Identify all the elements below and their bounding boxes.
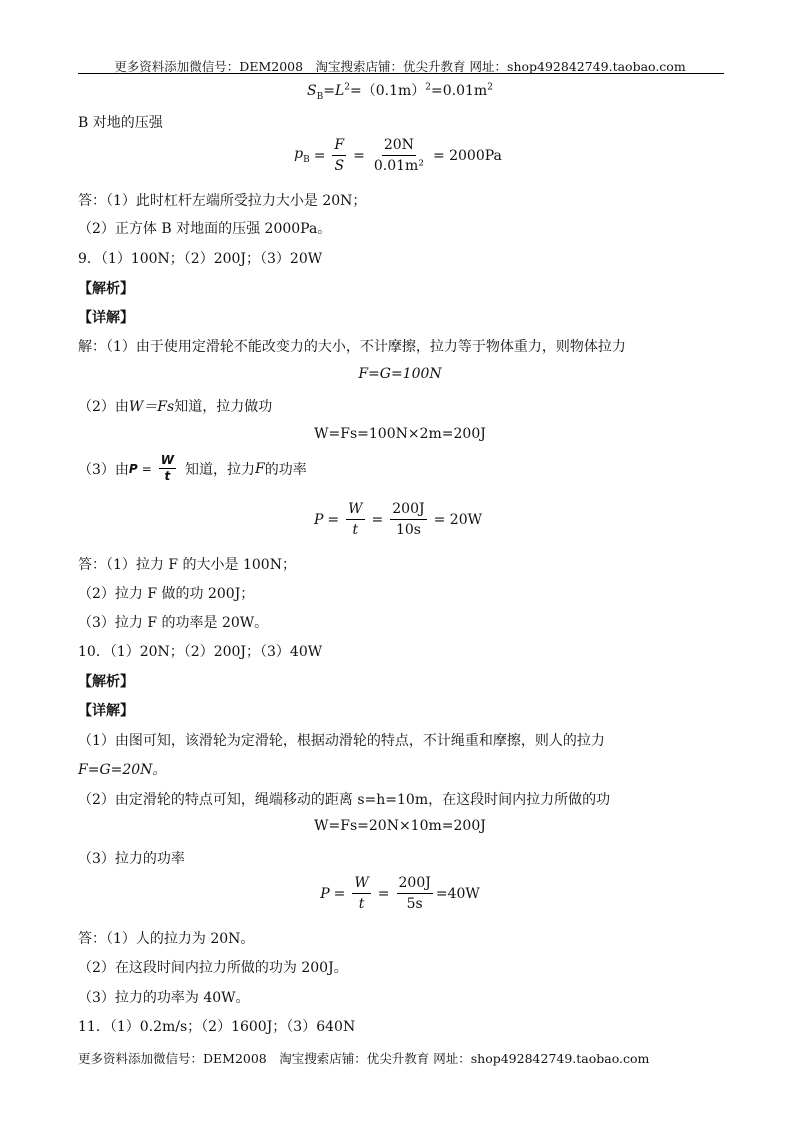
q9-step-3-suffix: 的功率 bbox=[264, 461, 307, 478]
t-symbol: t bbox=[164, 469, 171, 483]
p-symbol: p bbox=[294, 146, 304, 163]
q9-answer-1: 答：（1）拉力 F 的大小是 100N； bbox=[78, 557, 296, 573]
p-subscript: B bbox=[303, 154, 310, 165]
fraction-denominator: 5s bbox=[406, 896, 423, 912]
q10-step-2: （2）由定滑轮的特点可知，绳端移动的距离 s=h=10m，在这段时间内拉力所做的功 bbox=[78, 792, 611, 808]
numeric-fraction bbox=[372, 136, 426, 175]
q9-jiexi-heading: 【解析】 bbox=[78, 281, 134, 297]
fraction-denominator: 0.01m² bbox=[373, 158, 424, 174]
q10-step-1: （1）由图可知，该滑轮为定滑轮，根据动滑轮的特点，不计绳重和摩擦，则人的拉力 bbox=[78, 733, 605, 749]
l-symbol: L bbox=[334, 83, 345, 99]
eq-sign: = bbox=[377, 885, 390, 902]
w-over-t bbox=[352, 874, 370, 913]
value-square: 2 bbox=[425, 82, 432, 93]
eq-sign: = bbox=[327, 511, 340, 528]
w-symbol: W bbox=[160, 453, 175, 467]
q10-jiexi-heading: 【解析】 bbox=[78, 674, 134, 690]
q9-step-3 bbox=[78, 454, 307, 483]
question-9-answer: 9．（1）100N；（2）200J；（3）20W bbox=[78, 251, 323, 267]
eq-sign: = bbox=[141, 461, 152, 476]
f-symbol: F bbox=[255, 460, 265, 477]
answer-8-1: 答：（1）此时杠杆左端所受拉力大小是 20N； bbox=[78, 193, 367, 209]
q9-equation-2: W=Fs=100N×2m=200J bbox=[314, 426, 486, 442]
t-symbol: t bbox=[358, 896, 365, 912]
question-11-answer: 11．（1）0.2m/s；（2）1600J；（3）640N bbox=[78, 1019, 356, 1035]
f-symbol: F bbox=[334, 137, 345, 153]
q9-step-2 bbox=[78, 396, 272, 416]
t-symbol: t bbox=[352, 522, 359, 538]
fraction-numerator: 200J bbox=[390, 500, 426, 520]
q10-answer-3: （3）拉力的功率为 40W。 bbox=[78, 990, 250, 1006]
p-symbol: P bbox=[313, 511, 324, 528]
work-formula: W＝Fs bbox=[128, 399, 175, 415]
q9-power-result: = 20W bbox=[433, 511, 482, 528]
numeric-fraction bbox=[390, 500, 426, 539]
q9-step-1: 解：（1）由于使用定滑轮不能改变力的大小，不计摩擦，拉力等于物体重力，则物体拉力 bbox=[78, 339, 626, 355]
q9-answer-3: （3）拉力 F 的功率是 20W。 bbox=[78, 615, 269, 631]
fraction-denominator: 10s bbox=[395, 522, 421, 538]
q9-step-2-suffix: 知道，拉力做功 bbox=[174, 399, 273, 415]
q9-equation-1: F=G=100N bbox=[358, 366, 442, 382]
pb-result: = 2000Pa bbox=[432, 147, 502, 164]
question-10-answer: 10．（1）20N；（2）200J；（3）40W bbox=[78, 644, 323, 660]
s-symbol: S bbox=[334, 158, 345, 174]
page-header: 更多资料添加微信号：DEM2008 淘宝搜索店铺：优尖升教育 网址：shop492842749.taobao.com bbox=[114, 59, 686, 74]
q9-xiangjie-heading: 【详解】 bbox=[78, 310, 134, 326]
eq-sign: = bbox=[371, 511, 384, 528]
q10-answer-2: （2）在这段时间内拉力所做的功为 200J。 bbox=[78, 960, 348, 976]
q10-power-result: =40W bbox=[435, 885, 480, 902]
q9-step-3-middle: 知道，拉力 bbox=[185, 461, 256, 478]
sb-formula bbox=[0, 80, 800, 102]
q10-answer-1: 答：（1）人的拉力为 20N。 bbox=[78, 931, 255, 947]
q10-step-1-result: F=G=20N。 bbox=[78, 762, 167, 778]
q10-equation-2: W=Fs=20N×10m=200J bbox=[314, 818, 486, 834]
fraction-numerator: 20N bbox=[382, 136, 416, 156]
w-over-t bbox=[159, 454, 176, 483]
sb-eq: = bbox=[323, 83, 335, 99]
p-symbol: P bbox=[320, 885, 330, 902]
sb-symbol: S bbox=[307, 83, 317, 99]
q9-equation-3 bbox=[0, 500, 800, 539]
numeric-fraction bbox=[397, 874, 433, 913]
fraction-numerator: 200J bbox=[397, 874, 433, 894]
q10-step-3: （3）拉力的功率 bbox=[78, 851, 185, 867]
q10-equation-3 bbox=[0, 874, 800, 913]
sb-value: =（0.1m） bbox=[350, 83, 426, 99]
b-pressure-label: B 对地的压强 bbox=[78, 115, 163, 131]
w-over-t bbox=[346, 500, 364, 539]
sb-subscript: B bbox=[316, 91, 324, 102]
sb-result: =0.01m bbox=[431, 83, 488, 99]
eq-sign: = bbox=[313, 147, 326, 164]
page-footer: 更多资料添加微信号：DEM2008 淘宝搜索店铺：优尖升教育 网址：shop492842749.taobao.com bbox=[78, 1051, 650, 1066]
q9-step-3-prefix: （3）由 bbox=[78, 461, 129, 478]
l-square: 2 bbox=[344, 82, 351, 93]
q9-step-2-prefix: （2）由 bbox=[78, 399, 129, 415]
eq-sign: = bbox=[333, 885, 346, 902]
power-symbol: P bbox=[128, 461, 138, 476]
result-square: 2 bbox=[487, 82, 493, 93]
w-symbol: W bbox=[348, 501, 363, 517]
q10-xiangjie-heading: 【详解】 bbox=[78, 703, 134, 719]
w-symbol: W bbox=[354, 875, 369, 891]
eq-sign: = bbox=[353, 147, 365, 164]
q9-answer-2: （2）拉力 F 做的功 200J； bbox=[78, 586, 255, 602]
pb-formula bbox=[0, 136, 800, 175]
answer-8-2: （2）正方体 B 对地面的压强 2000Pa。 bbox=[78, 221, 332, 237]
f-over-s bbox=[332, 136, 346, 175]
header-divider bbox=[78, 73, 724, 74]
